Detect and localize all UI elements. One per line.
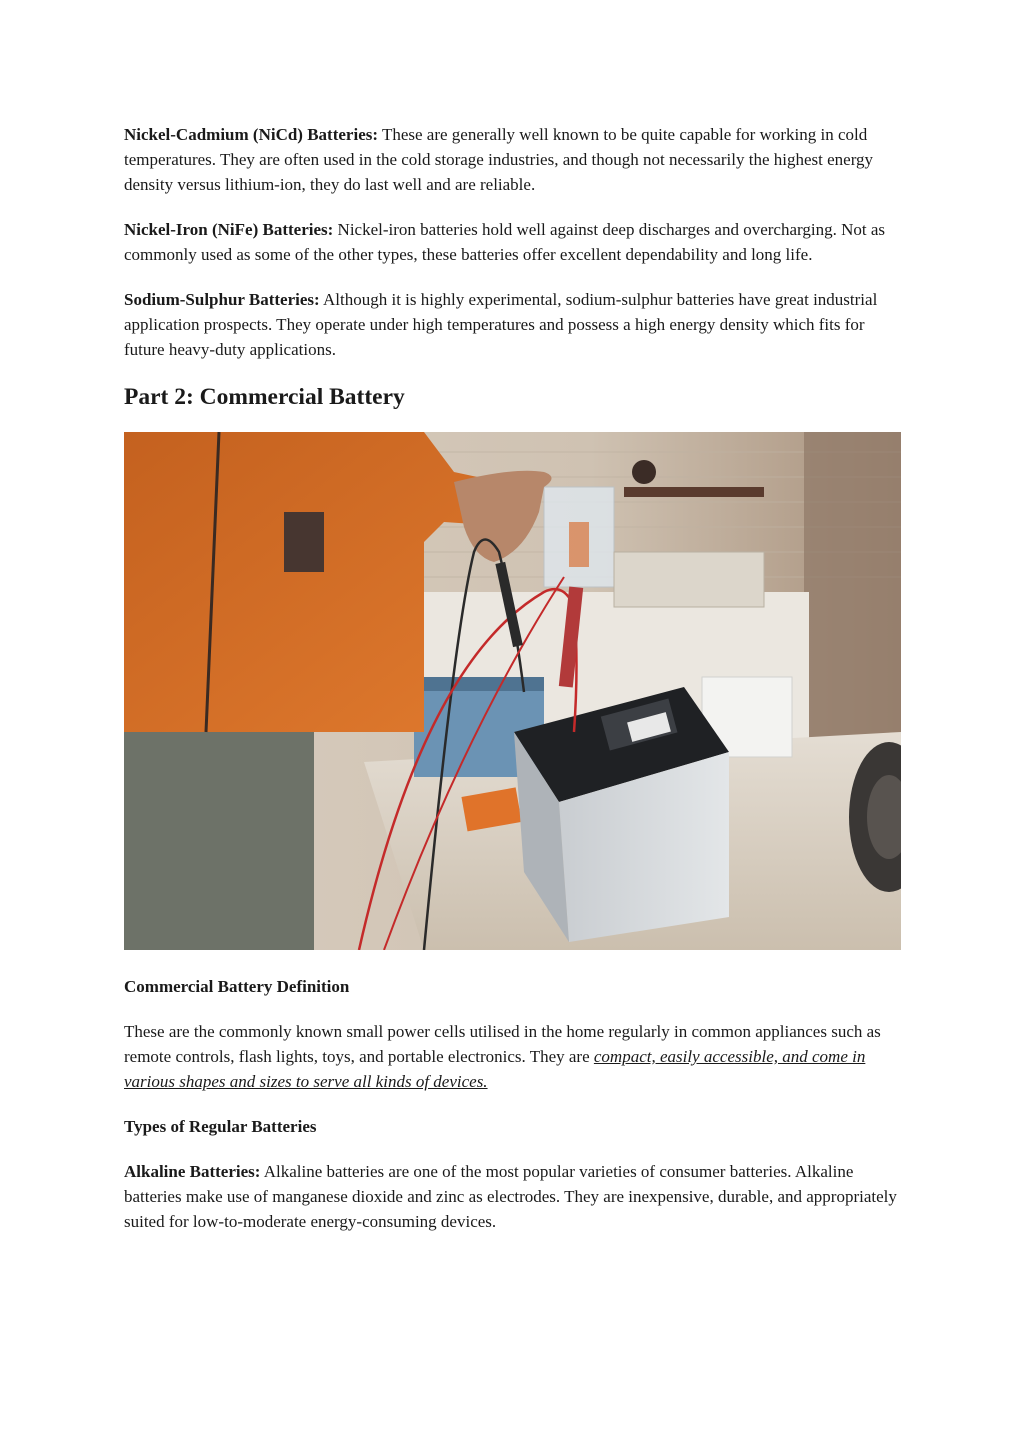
definition-text: These are the commonly known small power cells utilised in the home regularly in common appliances such as remote controls, flash lights, toys, and portable electronics. They are xyxy=(124,1022,881,1066)
nife-lead: Nickel-Iron (NiFe) Batteries: xyxy=(124,220,334,239)
nicd-lead: Nickel-Cadmium (NiCd) Batteries: xyxy=(124,125,379,144)
sodium-sulphur-text: Although it is highly experimental, sodium-sulphur batteries have great industrial application prospects. They operate under high temperatures and possess a high energy density which fits for future heavy-duty applications. xyxy=(124,290,878,359)
part2-heading: Part 2: Commercial Battery xyxy=(124,384,405,410)
nicd-text: These are generally well known to be quite capable for working in cold temperatures. They are often used in the cold storage industries, and though not necessarily the highest energy density versus lithium-ion, they do last well and are reliable. xyxy=(124,125,874,194)
sodium-sulphur-lead: Sodium-Sulphur Batteries: xyxy=(124,290,320,309)
definition-paragraph xyxy=(124,1019,904,1094)
document-page xyxy=(124,122,904,1254)
alkaline-text: Alkaline batteries are one of the most popular varieties of consumer batteries. Alkaline batteries make use of manganese dioxide and zinc as electrodes. They are inexpensive, durable, and appropriately suited for low-to-moderate energy-consuming devices. xyxy=(124,1162,897,1231)
battery-test-photo xyxy=(124,432,901,950)
sodium-sulphur-paragraph xyxy=(124,287,904,362)
definition-link[interactable]: compact, easily accessible, and come in various shapes and sizes to serve all kinds of devices. xyxy=(124,1047,866,1091)
alkaline-paragraph xyxy=(124,1159,904,1234)
nife-paragraph xyxy=(124,217,904,267)
types-heading: Types of Regular Batteries xyxy=(124,1117,317,1136)
commercial-definition-heading: Commercial Battery Definition xyxy=(124,977,350,996)
nicd-paragraph xyxy=(124,122,904,197)
alkaline-lead: Alkaline Batteries: xyxy=(124,1162,261,1181)
nife-text: Nickel-iron batteries hold well against deep discharges and overcharging. Not as commonly used as some of the other types, these batteries offer excellent dependability and long life. xyxy=(124,220,885,264)
